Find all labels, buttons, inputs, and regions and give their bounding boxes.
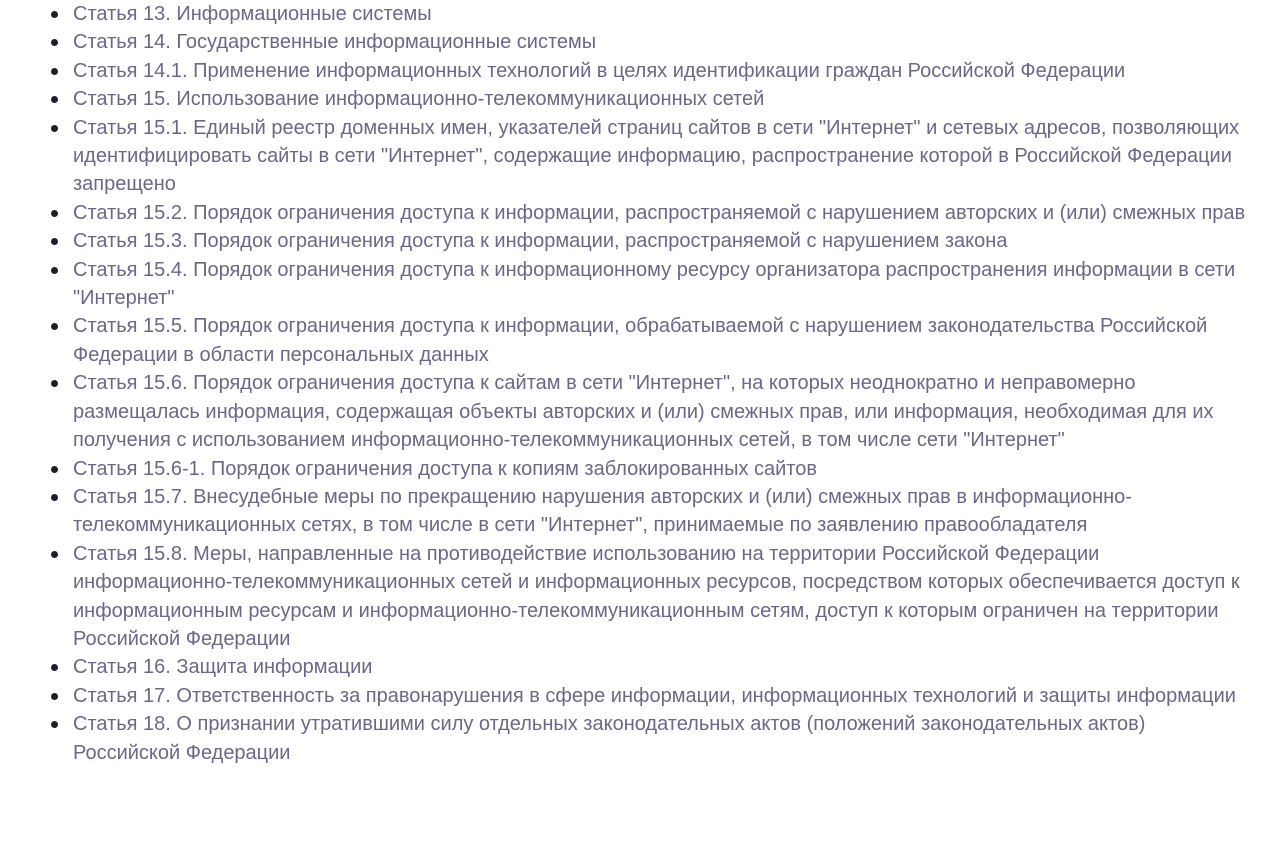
list-item	[73, 114, 1258, 199]
article-link[interactable]: Статья 15.8. Меры, направленные на противодействие использованию на территории Российской Федерации информационно-телекоммуникационных сетей и информационных ресурсов, посредством которых обеспечивается доступ к информационным ресурсам и информационно-телекоммуникационным сетям, доступ к которым ограничен на территории Российской Федерации	[73, 542, 1240, 650]
article-link[interactable]: Статья 17. Ответственность за правонарушения в сфере информации, информационных технологий и защиты информации	[73, 684, 1236, 707]
list-item	[73, 483, 1258, 540]
list-item	[73, 85, 1258, 113]
article-link[interactable]: Статья 14.1. Применение информационных технологий в целях идентификации граждан Российской Федерации	[73, 59, 1126, 82]
list-item	[73, 653, 1258, 681]
list-item	[73, 0, 1258, 28]
article-link[interactable]: Статья 15.3. Порядок ограничения доступа к информации, распространяемой с нарушением закона	[73, 230, 1008, 253]
list-item	[73, 256, 1258, 313]
list-item	[73, 682, 1258, 710]
article-list	[73, 0, 1258, 767]
list-item	[73, 227, 1258, 255]
article-link[interactable]: Статья 14. Государственные информационные системы	[73, 31, 597, 54]
list-item	[73, 57, 1258, 85]
article-link[interactable]: Статья 15. Использование информационно-телекоммуникационных сетей	[73, 88, 765, 111]
article-link[interactable]: Статья 15.1. Единый реестр доменных имен, указателей страниц сайтов в сети "Интернет" и сетевых адресов, позволяющих идентифицировать сайты в сети "Интернет", содержащие информацию, распространение которой в Российской Федерации запрещено	[73, 116, 1240, 196]
article-link[interactable]: Статья 13. Информационные системы	[73, 3, 432, 25]
article-link[interactable]: Статья 15.7. Внесудебные меры по прекращению нарушения авторских и (или) смежных прав в информационно-телекоммуникационных сетях, в том числе в сети "Интернет", принимаемые по заявлению правообладателя	[73, 485, 1132, 537]
list-item	[73, 369, 1258, 454]
article-link[interactable]: Статья 15.6. Порядок ограничения доступа к сайтам в сети "Интернет", на которых неоднократно и неправомерно размещалась информация, содержащая объекты авторских и (или) смежных прав, или информация, необходимая для их получения с использованием информационно-телекоммуникационных сетей, в том числе сети "Интернет"	[73, 372, 1214, 452]
article-link[interactable]: Статья 16. Защита информации	[73, 656, 373, 679]
article-link[interactable]: Статья 15.4. Порядок ограничения доступа к информационному ресурсу организатора распространения информации в сети "Интернет"	[73, 258, 1236, 310]
article-link[interactable]: Статья 18. О признании утратившими силу отдельных законодательных актов (положений законодательных актов) Российской Федерации	[73, 713, 1146, 764]
list-item	[73, 710, 1258, 767]
list-item	[73, 540, 1258, 654]
article-link[interactable]: Статья 15.5. Порядок ограничения доступа к информации, обрабатываемой с нарушением законодательства Российской Федерации в области персональных данных	[73, 315, 1208, 366]
article-link[interactable]: Статья 15.2. Порядок ограничения доступа к информации, распространяемой с нарушением авторских и (или) смежных прав	[73, 201, 1246, 224]
article-link[interactable]: Статья 15.6-1. Порядок ограничения доступа к копиям заблокированных сайтов	[73, 457, 817, 480]
list-item	[73, 199, 1258, 227]
list-item	[73, 28, 1258, 56]
list-item	[73, 455, 1258, 483]
list-item	[73, 312, 1258, 369]
